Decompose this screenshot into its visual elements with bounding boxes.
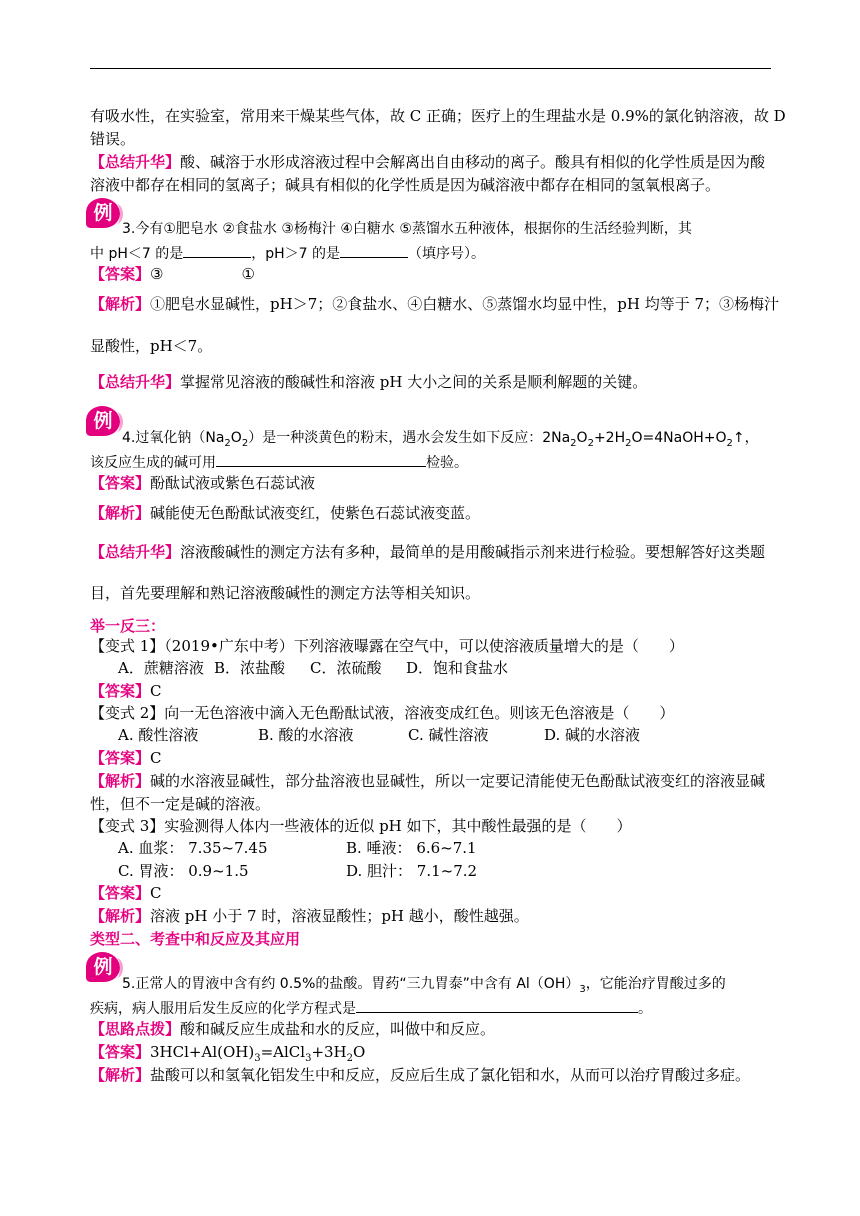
answer-value: 酚酞试液或紫色石蕊试液	[150, 474, 316, 492]
summary-text: 酸、碱溶于水形成溶液过程中会解离出自由移动的离子。酸具有相似的化学性质是因为酸	[180, 153, 766, 171]
example-badge-icon: 例	[86, 198, 120, 228]
summary-text: 溶液酸碱性的测定方法有多种，最简单的是用酸碱指示剂来进行检验。要想解答好这类题	[180, 543, 766, 561]
explanation-line	[90, 1065, 750, 1085]
answer-value: C	[150, 749, 162, 767]
option-c[interactable]: C. 胃液： 0.9~1.5	[118, 862, 249, 880]
answer-blank[interactable]	[356, 997, 638, 1013]
option-b[interactable]: B. 酸的水溶液	[258, 726, 354, 744]
answer-tag: 【答案】	[90, 265, 151, 283]
explanation-text: 碱能使无色酚酞试液变红，使紫色石蕊试液变蓝。	[150, 504, 481, 522]
summary-text: 掌握常见溶液的酸碱性和溶液 pH 大小之间的关系是顺利解题的关键。	[180, 373, 648, 391]
option-a[interactable]: A. 血浆： 7.35~7.45	[118, 839, 268, 857]
question-3-line: 3.今有①肥皂水 ②食盐水 ③杨梅汁 ④白糖水 ⑤蒸馏水五种液体，根据你的生活经验判断，其	[122, 221, 692, 237]
option-a[interactable]: A. 酸性溶液	[118, 726, 199, 744]
explanation-tag: 【解析】	[90, 504, 151, 522]
variant-3-options-row2	[118, 861, 477, 881]
option-c[interactable]: C．浓硫酸	[310, 659, 382, 677]
summary-tag: 【总结升华】	[90, 373, 181, 391]
answer-tag: 【答案】	[90, 884, 151, 902]
text-line: 目，首先要理解和熟记溶液酸碱性的测定方法等相关知识。	[90, 584, 481, 602]
answer-line	[90, 264, 255, 284]
option-d[interactable]: D. 胆汁： 7.1~7.2	[346, 862, 478, 880]
summary-tag: 【总结升华】	[90, 153, 181, 171]
answer-line	[90, 748, 162, 768]
hint-line	[90, 1019, 495, 1039]
question-4-line: 4.过氧化钠$(Na_2O_2)$是一种淡黄色的粉末，遇水会发生如下反应：$2Na_2O_2+2H_2O=4NaOH+O_2↑$，	[122, 430, 759, 449]
option-d[interactable]: D．饱和食盐水	[406, 659, 509, 677]
explanation-tag: 【解析】	[90, 295, 151, 313]
explanation-line	[90, 771, 765, 791]
answer-tag: 【答案】	[90, 1043, 151, 1061]
answer-line: 【答案】$3HCl+Al(OH)_3=AlCl_3+3H_2O$	[90, 1043, 366, 1064]
summary-line	[90, 542, 765, 562]
explanation-line	[90, 906, 529, 926]
answer-blank[interactable]	[183, 242, 251, 258]
answer-value: ③	[150, 265, 164, 283]
variant-2-question: 【变式 2】向一无色溶液中滴入无色酚酞试液，溶液变成红色。则该无色溶液是（ ）	[90, 704, 675, 722]
answer-value: C	[150, 884, 162, 902]
variant-3-options-row1	[118, 838, 477, 858]
answer-tag: 【答案】	[90, 749, 151, 767]
answer-tag: 【答案】	[90, 474, 151, 492]
option-a[interactable]: A．蔗糖溶液	[118, 659, 204, 677]
option-b[interactable]: B. 唾液： 6.6~7.1	[346, 839, 477, 857]
q3-part: 中 pH＜7 的是	[90, 246, 184, 262]
summary-line	[90, 152, 765, 172]
question-5-line: 5.正常人的胃液中含有约 0.5%的盐酸。胃药“三九胃泰”中含有 $Al(OH)_3$，它能治疗胃酸过多的	[122, 976, 726, 995]
variant-1-options	[118, 658, 508, 678]
variant-1-question: 【变式 1】（2019•广东中考）下列溶液曝露在空气中，可以使溶液质量增大的是（ ）	[90, 637, 684, 655]
explanation-text: 盐酸可以和氢氧化铝发生中和反应，反应后生成了氯化铝和水，从而可以治疗胃酸过多症。	[150, 1066, 751, 1084]
hint-tag: 【思路点拨】	[90, 1020, 181, 1038]
explanation-text: 碱的水溶液显碱性，部分盐溶液也显碱性，所以一定要记清能使无色酚酞试液变红的溶液显碱	[150, 772, 766, 790]
answer-value: C	[150, 682, 162, 700]
answer-line	[90, 473, 315, 493]
explanation-tag: 【解析】	[90, 1066, 151, 1084]
option-b[interactable]: B．浓盐酸	[214, 659, 286, 677]
explanation-line	[90, 503, 480, 523]
summary-tag: 【总结升华】	[90, 543, 181, 561]
explanation-line	[90, 294, 779, 314]
question-4-line-2: 该反应生成的碱可用 检验。	[90, 451, 468, 473]
hint-text: 酸和碱反应生成盐和水的反应，叫做中和反应。	[180, 1020, 496, 1038]
example-badge-icon: 例	[86, 406, 120, 436]
variant-2-options	[118, 725, 640, 745]
q3-part: （填序号）。	[408, 246, 486, 262]
example-badge-icon: 例	[86, 952, 120, 982]
option-d[interactable]: D. 碱的水溶液	[544, 726, 641, 744]
text-line: 溶液中都存在相同的氢离子；碱具有相似的化学性质是因为碱溶液中都存在相同的氢氧根离子。	[90, 176, 721, 194]
explanation-tag: 【解析】	[90, 772, 151, 790]
answer-line	[90, 681, 162, 701]
text-line: 有吸水性，在实验室，常用来干燥某些气体，故 C 正确；医疗上的生理盐水是 0.9%的氯化钠溶液，故 D	[90, 107, 786, 125]
answer-value: ①	[241, 265, 255, 283]
question-3-line-2	[90, 242, 485, 264]
header-rule	[90, 68, 771, 69]
option-c[interactable]: C. 碱性溶液	[408, 726, 489, 744]
answer-blank[interactable]	[216, 451, 426, 467]
text-line: 错误。	[90, 130, 136, 148]
section-heading: 举一反三：	[90, 617, 166, 635]
question-5-line-2: 疾病，病人服用后发生反应的化学方程式是 。	[90, 997, 652, 1019]
explanation-text: ①肥皂水显碱性，pH＞7；②食盐水、④白糖水、⑤蒸馏水均显中性，pH 均等于 7；③杨梅汁	[150, 295, 780, 313]
answer-line	[90, 883, 162, 903]
answer-tag: 【答案】	[90, 682, 151, 700]
q3-part: ，pH＞7 的是	[251, 246, 341, 262]
explanation-tag: 【解析】	[90, 907, 151, 925]
variant-3-question: 【变式 3】实验测得人体内一些液体的近似 pH 如下，其中酸性最强的是（ ）	[90, 817, 632, 835]
answer-blank[interactable]	[340, 242, 408, 258]
text-line: 性，但不一定是碱的溶液。	[90, 795, 271, 813]
summary-line	[90, 372, 647, 392]
explanation-text: 溶液 pH 小于 7 时，溶液显酸性；pH 越小，酸性越强。	[150, 907, 529, 925]
section-heading: 类型二、考查中和反应及其应用	[90, 930, 301, 948]
text-line: 显酸性，pH＜7。	[90, 337, 213, 355]
